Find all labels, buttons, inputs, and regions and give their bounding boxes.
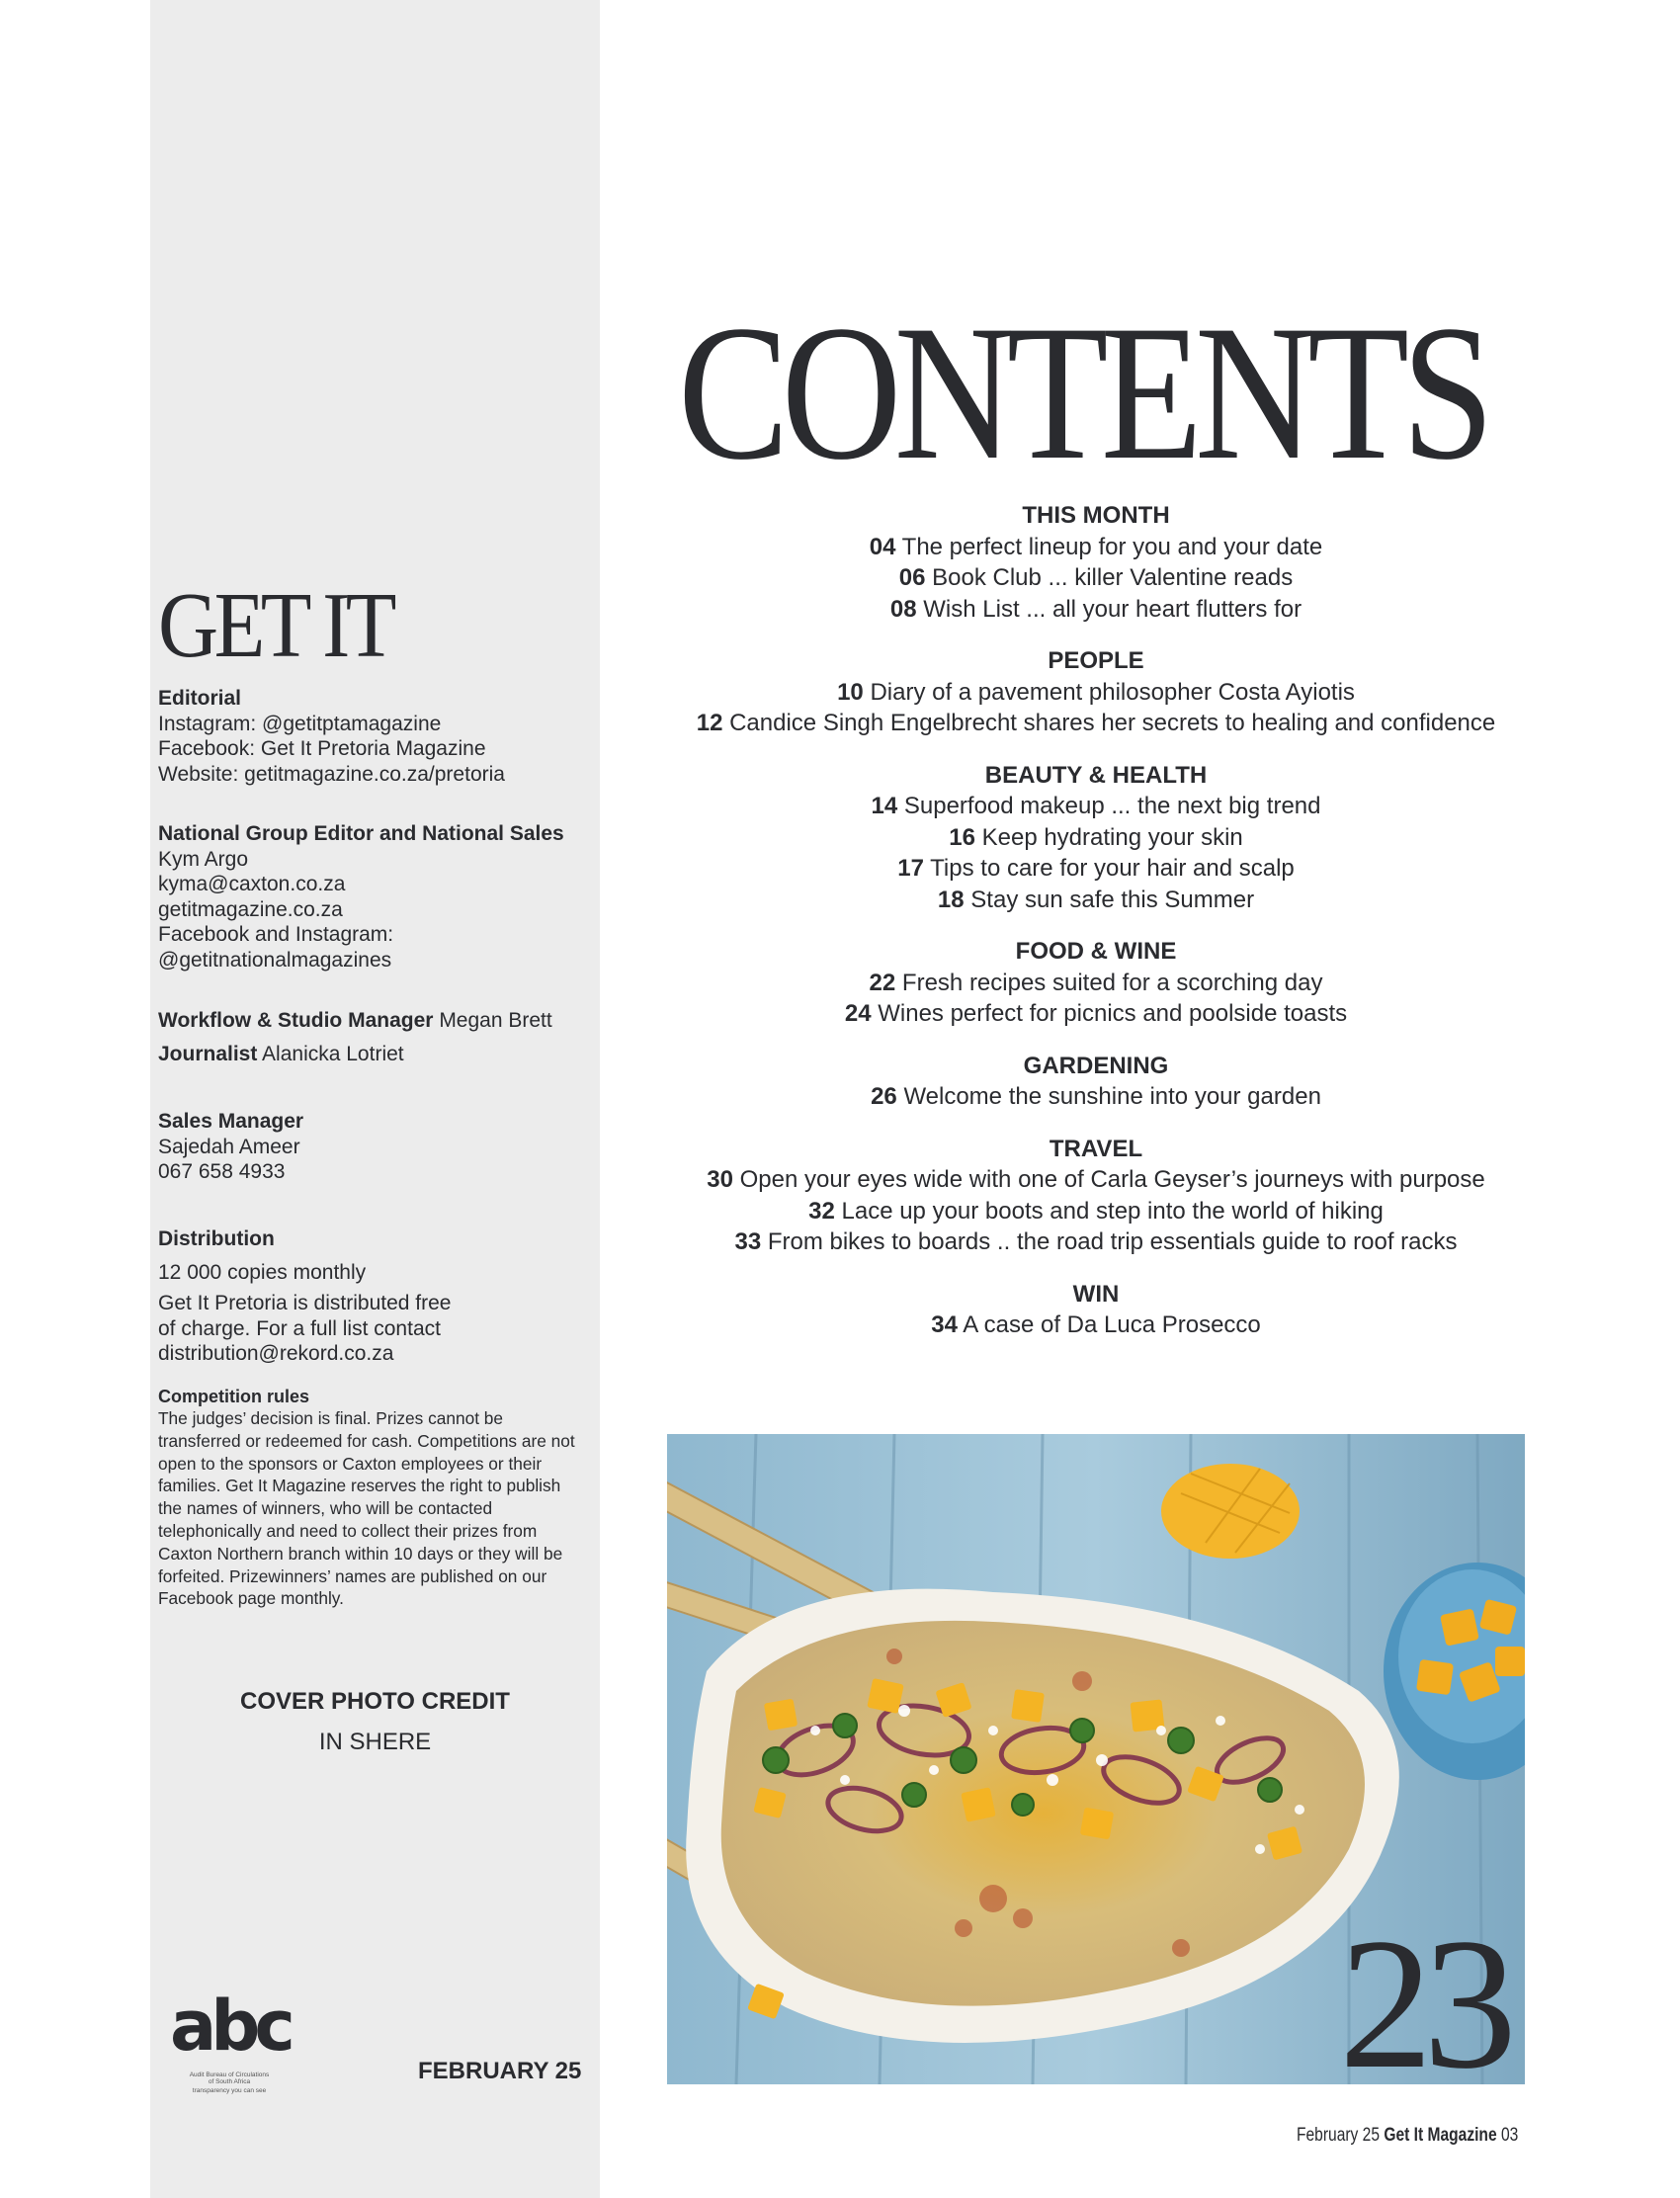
toc-entry [668, 1081, 1524, 1113]
distribution-heading: Distribution [158, 1227, 275, 1250]
staff-block [158, 1008, 593, 1066]
toc-entry [668, 885, 1524, 916]
toc-section-heading: TRAVEL [1049, 1135, 1143, 1162]
toc-entry [668, 791, 1524, 822]
toc-section-heading: FOOD & WINE [1015, 938, 1177, 965]
toc-entry-page: 14 [871, 793, 898, 819]
national-name: Kym Argo [158, 847, 249, 871]
footer-magazine: Get It Magazine [1384, 2125, 1497, 2146]
toc-entry-page: 24 [844, 1000, 872, 1027]
toc-entry [668, 594, 1524, 626]
editorial-website: Website: getitmagazine.co.za/pretoria [158, 762, 505, 786]
toc-entry-title: The perfect lineup for you and your date [901, 533, 1323, 560]
toc-entry-title: Diary of a pavement philosopher Costa Ayiotis [870, 678, 1355, 706]
toc-entry-page: 33 [734, 1228, 762, 1255]
table-of-contents [668, 500, 1524, 1362]
toc-entry-page: 08 [889, 595, 917, 623]
toc-entry-title: Stay sun safe this Summer [970, 886, 1255, 913]
national-block [158, 821, 593, 972]
workflow-name: Megan Brett [439, 1009, 552, 1032]
abc-logo-line1: Audit Bureau of Circulations [189, 2071, 270, 2078]
toc-section [668, 1134, 1524, 1258]
editorial-block [158, 686, 593, 787]
toc-entry [668, 1226, 1524, 1258]
abc-logo-icon [170, 1986, 298, 2101]
editorial-instagram: Instagram: @getitptamagazine [158, 712, 442, 735]
toc-entry [668, 998, 1524, 1030]
brand-title: GET IT [158, 574, 392, 677]
toc-entry-title: Book Club ... killer Valentine reads [932, 564, 1294, 591]
toc-entry-page: 06 [898, 564, 926, 591]
sales-block [158, 1109, 593, 1185]
issue-date: FEBRUARY 25 [418, 2058, 582, 2084]
toc-entry-title: From bikes to boards .. the road trip essentials guide to roof racks [767, 1228, 1458, 1255]
toc-section [668, 936, 1524, 1030]
toc-entry-title: Open your eyes wide with one of Carla Geyser’s journeys with purpose [739, 1166, 1485, 1193]
toc-entry-title: A case of Da Luca Prosecco [963, 1311, 1261, 1338]
toc-entry-title: Fresh recipes suited for a scorching day [901, 969, 1323, 996]
competition-block [158, 1386, 583, 1610]
journalist-name: Alanicka Lotriet [262, 1042, 404, 1065]
toc-entry [668, 677, 1524, 709]
workflow-role: Workflow & Studio Manager [158, 1009, 434, 1032]
toc-entry-title: Candice Singh Engelbrecht shares her secrets to healing and confidence [729, 710, 1496, 736]
toc-section [668, 500, 1524, 625]
toc-entry-page: 16 [949, 823, 975, 851]
photo-page-number: 23 [1339, 1901, 1507, 2084]
toc-entry-title: Welcome the sunshine into your garden [903, 1083, 1321, 1110]
toc-entry-page: 04 [869, 533, 896, 560]
toc-section-heading: THIS MONTH [1022, 502, 1170, 529]
toc-entry-title: Superfood makeup ... the next big trend [903, 793, 1321, 819]
sales-heading: Sales Manager [158, 1110, 304, 1133]
contents-title: CONTENTS [678, 286, 1487, 500]
toc-entry-page: 17 [897, 855, 924, 882]
toc-entry-page: 10 [837, 678, 864, 706]
toc-entry-page: 30 [707, 1166, 733, 1193]
toc-entry [668, 1310, 1524, 1341]
toc-entry-title: Wish List ... all your heart flutters for [923, 595, 1302, 623]
toc-section-heading: WIN [1072, 1280, 1120, 1308]
toc-section [668, 645, 1524, 739]
toc-entry-page: 34 [931, 1311, 958, 1338]
toc-section-heading: BEAUTY & HEALTH [984, 761, 1208, 789]
toc-entry-page: 22 [869, 969, 896, 996]
page-footer [1297, 2125, 1518, 2147]
competition-body: The judges’ decision is final. Prizes cannot be transferred or redeemed for cash. Competitions are not open to the sponsors or Caxton employees or their families. Get It Magazine reserves the right to publish the names of winners, who will be contacted telephonically and need to collect their prizes from Caxton Northern branch within 10 days or they will be forfeited. Prizewinners’ names are published on our Facebook page monthly. [158, 1408, 575, 1609]
toc-entry-title: Lace up your boots and step into the world of hiking [841, 1197, 1384, 1225]
cover-food-photo [667, 1434, 1525, 2084]
editorial-heading: Editorial [158, 687, 242, 710]
national-social-label: Facebook and Instagram: [158, 923, 394, 946]
toc-entry [668, 853, 1524, 885]
national-social-handle: @getitnationalmagazines [158, 948, 392, 972]
toc-section-heading: GARDENING [1023, 1052, 1169, 1079]
cover-credit-value: IN SHERE [318, 1729, 432, 1755]
masthead-sidebar [150, 0, 600, 2198]
distribution-line1: Get It Pretoria is distributed free [158, 1292, 452, 1314]
toc-entry [668, 708, 1524, 739]
abc-logo-line3: transparency you can see [192, 2087, 267, 2094]
abc-logo-mark: abc [170, 1986, 290, 2067]
national-site: getitmagazine.co.za [158, 897, 343, 921]
toc-entry [668, 562, 1524, 594]
competition-heading: Competition rules [158, 1387, 310, 1406]
distribution-line2: of charge. For a full list contact [158, 1316, 441, 1340]
toc-entry [668, 822, 1524, 854]
footer-date: February 25 [1297, 2125, 1381, 2146]
distribution-block [158, 1226, 593, 1367]
toc-entry-title: Wines perfect for picnics and poolside toasts [878, 1000, 1348, 1027]
toc-section [668, 1051, 1524, 1113]
toc-entry-page: 26 [871, 1083, 897, 1110]
toc-entry [668, 968, 1524, 999]
toc-entry-page: 12 [696, 710, 723, 736]
sales-name: Sajedah Ameer [158, 1135, 300, 1158]
toc-entry-page: 18 [937, 886, 965, 913]
footer-page: 03 [1500, 2125, 1519, 2146]
national-heading: National Group Editor and National Sales [158, 822, 564, 845]
cover-credit-heading: COVER PHOTO CREDIT [240, 1688, 510, 1715]
toc-entry-page: 32 [808, 1197, 835, 1225]
toc-section [668, 760, 1524, 916]
toc-entry [668, 1196, 1524, 1227]
toc-section-heading: PEOPLE [1048, 647, 1144, 674]
toc-entry-title: Tips to care for your hair and scalp [930, 855, 1295, 882]
editorial-facebook: Facebook: Get It Pretoria Magazine [158, 737, 486, 760]
toc-section [668, 1279, 1524, 1341]
toc-entry [668, 1164, 1524, 1196]
toc-entry-title: Keep hydrating your skin [981, 823, 1243, 851]
distribution-email: distribution@rekord.co.za [158, 1342, 394, 1365]
distribution-copies: 12 000 copies monthly [158, 1260, 367, 1284]
toc-entry [668, 532, 1524, 563]
journalist-role: Journalist [158, 1042, 258, 1065]
abc-logo-line2: of South Africa [208, 2078, 251, 2085]
national-email: kyma@caxton.co.za [158, 873, 346, 895]
sales-phone: 067 658 4933 [158, 1160, 286, 1183]
